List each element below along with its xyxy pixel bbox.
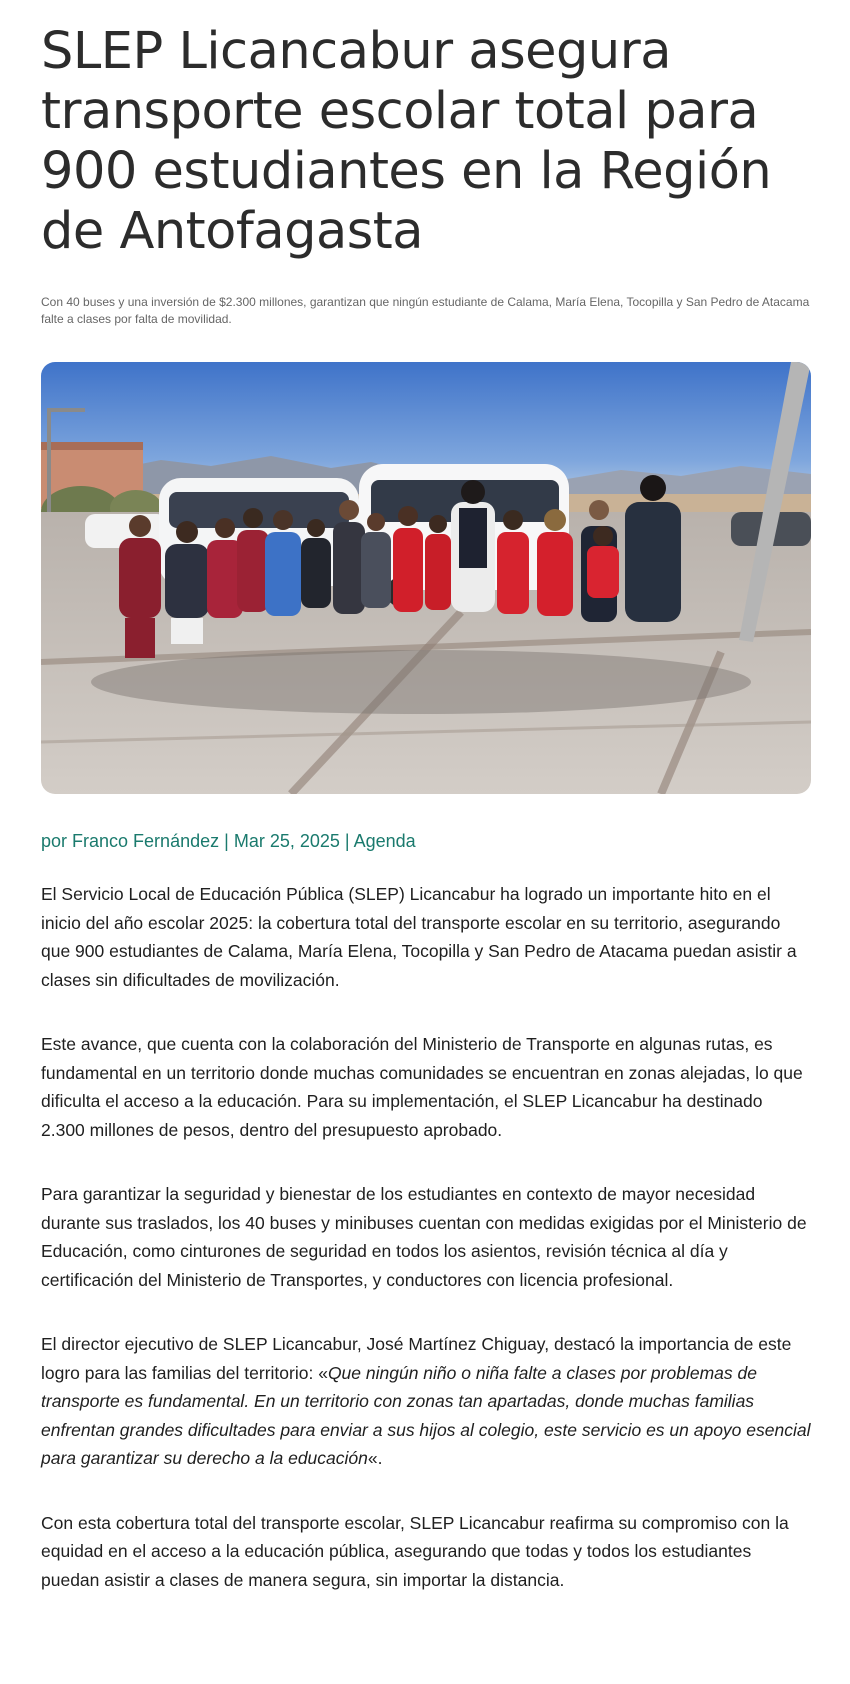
article-byline (41, 830, 811, 852)
article-body (41, 880, 811, 1594)
paragraph-4-intro: El director ejecutivo de SLEP Licancabur, José Martínez Chiguay, destacó la importancia de este logro para las familias del territorio: « (41, 1334, 792, 1383)
article-paragraph-3: Para garantizar la seguridad y bienestar de los estudiantes en contexto de mayor necesidad durante sus traslados, los 40 buses y minibuses cuentan con medidas exigidas por el Ministerio de Educación, como cinturones de seguridad en todos los asientos, revisión técnica al día y certificación del Ministerio de Transportes, y conductores con licencia profesional. (41, 1184, 807, 1290)
article-paragraph-2: Este avance, que cuenta con la colaboración del Ministerio de Transporte en algunas rutas, es fundamental en un territorio donde muchas comunidades se encuentran en zonas alejadas, lo que dificulta el acceso a la educación. Para su implementación, el SLEP Licancabur ha destinado 2.300 millones de pesos, dentro del presupuesto aprobado. (41, 1034, 803, 1140)
director-quote: Que ningún niño o niña falte a clases por problemas de transporte es fundamental. En un territorio con zonas tan apartadas, donde muchas familias enfrentan grandes dificultades para enviar a sus hijos al colegio, este servicio es un apoyo esencial para garantizar su derecho a la educación (41, 1362, 811, 1468)
article-paragraph-5: Con esta cobertura total del transporte escolar, SLEP Licancabur reafirma su compromiso con la equidad en el acceso a la educación pública, asegurando que todas y todos los estudiantes puedan asistir a clases de manera segura, sin importar la distancia. (41, 1512, 789, 1590)
publish-date: Mar 25, 2025 (233, 831, 340, 851)
author-link[interactable]: Franco Fernández (72, 831, 220, 851)
byline-prefix: por (41, 831, 68, 851)
byline-separator: | (344, 831, 350, 851)
article-paragraph-4 (41, 1330, 811, 1473)
article-paragraph-1: El Servicio Local de Educación Pública (SLEP) Licancabur ha logrado un importante hito en el inicio del año escolar 2025: la cobertura total del transporte escolar en su territorio, asegurando que 900 estudiantes de Calama, María Elena, Tocopilla y San Pedro de Atacama puedan asistir a clases sin dificultades de movilización. (41, 884, 797, 990)
paragraph-4-end: «. (367, 1448, 383, 1468)
byline-separator: | (224, 831, 229, 851)
article-title: SLEP Licancabur asegura transporte escolar total para 900 estudiantes en la Región de Antofagasta (41, 22, 772, 261)
category-link[interactable]: Agenda (353, 831, 416, 851)
article (41, 22, 811, 1630)
article-subtitle: Con 40 buses y una inversión de $2.300 millones, garantizan que ningún estudiante de Calama, María Elena, Tocopilla y San Pedro de Atacama falte a clases por falta de movilidad. (41, 295, 810, 326)
hero-photo-students-buses (41, 362, 811, 794)
